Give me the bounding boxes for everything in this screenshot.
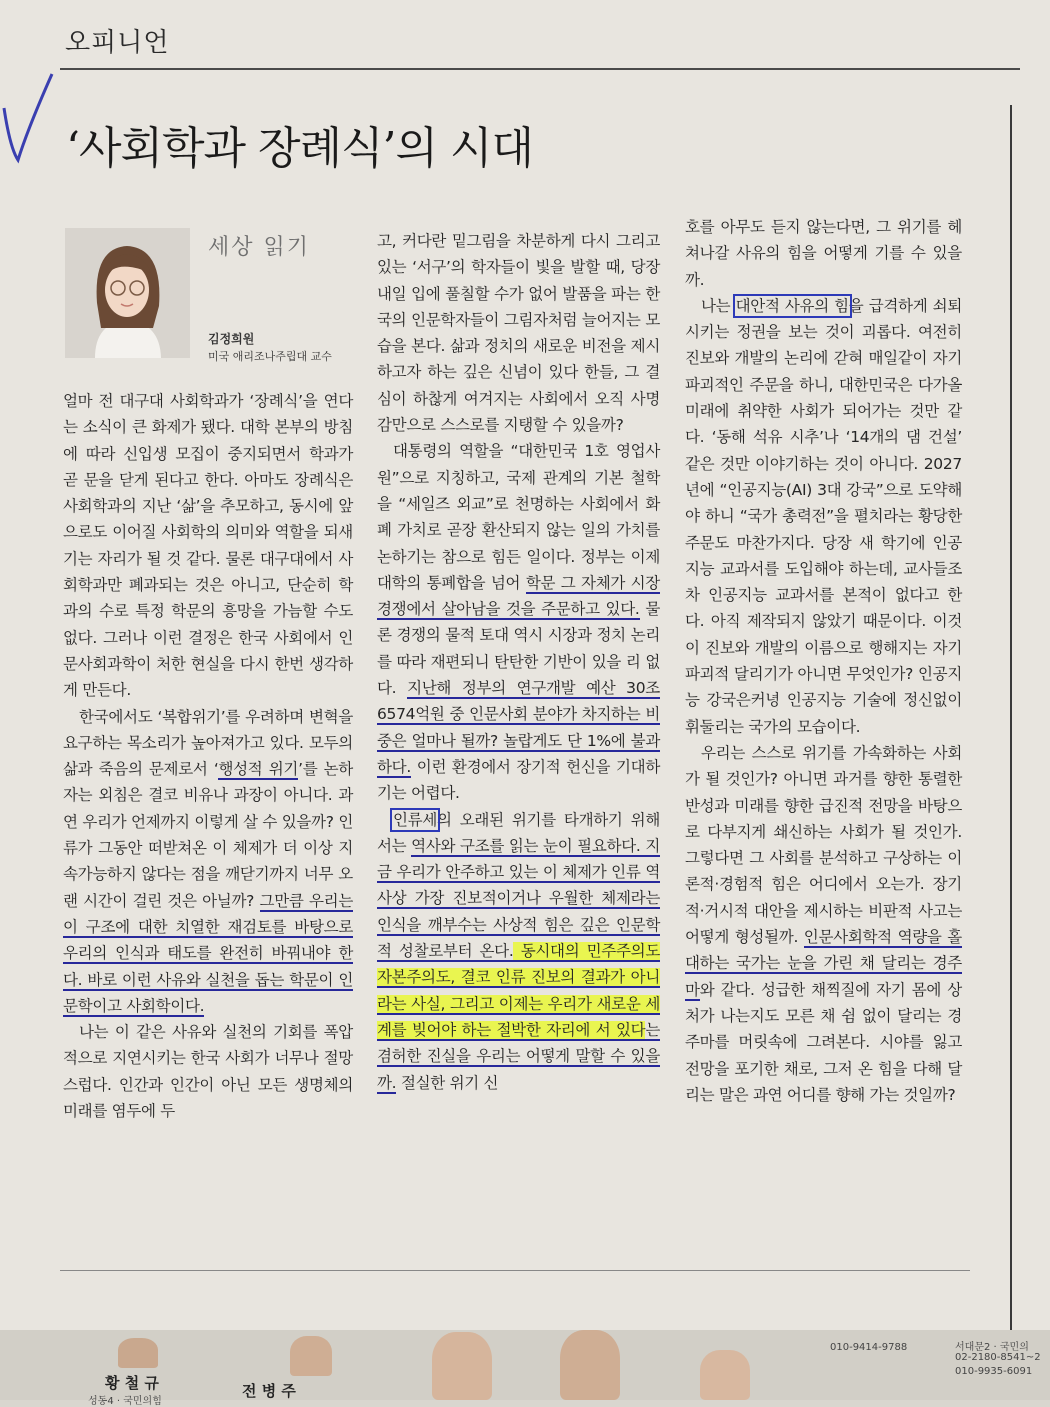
underlined-phrase: 역사와 구조를 읽는 눈이 필요하다. 지금 우리가 안주하고 있는 이 체제가 인류 역사상 가장 진보적이거나 우월한 체제라는 인식을 깨부수는 사상적 힘은 깊은 인문학적 성찰로부터 온다.: [377, 836, 660, 961]
phone-number: 010-9935-6091: [955, 1366, 1033, 1377]
text-run: 대통령의 역할을 “대한민국 1호 영업사원”으로 지칭하고, 국제 관계의 기본 철학을 “세일즈 외교”로 천명하는 사회에서 화폐 가치로 곧장 환산되지 않는 일의 가치를 논하기는 참으로 힘든 일이다. 정부는 이제 대학의 통폐합을 넘어: [377, 442, 660, 592]
underlined-phrase: 행성적 위기: [218, 760, 299, 779]
paragraph: [63, 704, 353, 1020]
text-run: 와 같다. 성급한 채찍질에 자기 몸에 상처가 나는지도 모른 채 쉼 없이 달리는 경주마를 머릿속에 그려본다. 시야를 잃고 전망을 포기한 채로, 그저 온 힘을 다해 달리는 말은 과연 어디를 향해 가는 것일까?: [685, 980, 962, 1104]
paragraph: 얼마 전 대구대 사회학과가 ‘장례식’을 연다는 소식이 큰 화제가 됐다. 대학 본부의 방침에 따라 신입생 모집이 중지되면서 학과가 곧 문을 닫게 된다고 한다. 아마도 장례식은 사회학과의 지난 ‘삶’을 추모하고, 동시에 앞으로도 이어질 사회학의 의미와 역할을 되새기는 자리가 될 것 같다. 물론 대구대에서 사회학과만 폐과되는 것은 아니고, 단순히 학과의 수로 특정 학문의 흥망을 가늠할 수도 없다. 그러나 이런 결정은 한국 사회에서 인문사회과학이 처한 현실을 다시 한번 생각하게 만든다.: [63, 392, 353, 700]
boxed-word: 인류세: [393, 810, 438, 829]
candidate-district: 서대문2 · 국민의: [955, 1342, 1029, 1353]
section-label: 오피니언: [65, 28, 170, 58]
text-run: 을 급격하게 쇠퇴시키는 정권을 보는 것이 괴롭다. 여전히 진보와 개발의 논리에 갇혀 매일같이 자기파괴적인 주문을 하니, 대한민국은 다가올 미래에 취약한 사회가 되어가는 것만 같다. ‘동해 석유 시추’나 ‘14개의 댐 건설’ 같은 것만 이야기하는 것이 아니다. 2027년에 “인공지능(AI) 3대 강국”으로 도약해야 하니 “국가 총력전”을 펼치라는 황당한 주문도 마찬가지다. 당장 새 학기에 인공지능 교과서를 도입해야 하는데, 교사들조차 인공지능 교과서를 본적이 없다고 한다. 아직 제작되지 않았기 때문이다. 이것이 진보와 개발의 이름으로 행해지는 자기파괴적 달리기가 아니면 무엇인가? 인공지능 강국은커녕 인공지능 기술에 정신없이 휘둘리는 국가의 모습이다.: [685, 296, 962, 736]
paragraph: [685, 740, 962, 1108]
portrait-photo: [560, 1330, 620, 1400]
candidate-district: 성동4 · 국민의힘: [88, 1396, 162, 1407]
text-run: 이런 환경에서 장기적 헌신을 기대하기는 어렵다.: [377, 757, 660, 803]
author-name: 김정희원: [208, 332, 255, 346]
side-rule: [1010, 105, 1012, 1330]
boxed-phrase: 대안적 사유의 힘: [735, 296, 849, 315]
portrait-photo: [700, 1350, 750, 1400]
top-rule: [60, 68, 1020, 70]
article-column-2: [377, 228, 660, 1096]
column-name: 세상 읽기: [208, 235, 311, 260]
underlined-phrase: 인문사회학적 역량을 홀대하는 국가는 눈을 가린 채 달리는 경주마: [685, 928, 962, 999]
paragraph: 나는 이 같은 사유와 실천의 기회를 폭압적으로 지연시키는 한국 사회가 너무나 절망스럽다. 인간과 인간이 아닌 모든 생명체의 미래를 염두에 두: [63, 1023, 353, 1121]
text-run: 물론 경쟁의 물적 토대 역시 시장과 정치 논리를 따라 재편되니 탄탄한 기반이 있을 리 없다.: [377, 600, 660, 698]
text-run: 의 오래된 위기를 타개하기 위해서는: [377, 810, 660, 855]
underlined-phrase: 지난해 정부의 연구개발 예산 30조6574억원 중 인문사회 분야가 차지하는 비중은 얼마나 될까? 놀랍게도 단 1%에 불과하다.: [377, 679, 660, 776]
headline: ‘사회학과 장례식’의 시대: [66, 123, 533, 174]
paragraph: [377, 438, 660, 806]
article-column-1: [63, 388, 353, 1124]
text-run: 한국에서도 ‘복합위기’를 우려하며 변혁을 요구하는 목소리가 높아져가고 있다. 모두의 삶과 죽음의 문제로서 ‘: [63, 707, 353, 779]
text-run: 우리는 스스로 위기를 가속화하는 사회가 될 것인가? 아니면 과거를 향한 통렬한 반성과 미래를 향한 급진적 전망을 바탕으로 다부지게 쇄신하는 사회가 될 것인가. 그렇다면 그 사회를 분석하고 구상하는 이론적·경험적 힘은 어디에서 오는가. 장기적·거시적 대안을 제시하는 비판적 사고는 어떻게 형성될까.: [685, 743, 962, 947]
adjacent-page-strip: [0, 1330, 1050, 1407]
author-photo: [65, 228, 190, 358]
text-run: ’를 논하자는 외침은 결코 비유나 과장이 아니다. 과연 우리가 언제까지 이렇게 살 수 있을까? 인류가 그동안 떠받쳐온 이 체제가 더 이상 지속가능하지 않다는 점을 깨닫기까지 너무 오랜 시간이 걸린 것은 아닐까?: [63, 760, 353, 910]
bottom-rule: [60, 1270, 970, 1271]
highlighted-phrase: 동시대의 민주주의도 자본주의도, 결코 인류 진보의 결과가 아니라는 사실, 그리고 이제는 우리가 새로운 세계를 빚어야 하는 절박한 자리에 서 있다: [377, 942, 660, 1039]
text-run: 절실한 위기 신: [396, 1073, 499, 1092]
paragraph: 호를 아무도 듣지 않는다면, 그 위기를 헤쳐나갈 사유의 힘을 어떻게 기를 수 있을까.: [685, 218, 962, 289]
underlined-phrase: 는 겸허한 진실을 우리는 어떻게 말할 수 있을까.: [377, 1020, 660, 1092]
paragraph: [377, 807, 660, 1096]
pen-check-mark: [0, 68, 60, 168]
phone-number: 010-9414-9788: [830, 1342, 908, 1353]
underlined-phrase: 그만큼 우리는 이 구조에 대한 치열한 재검토를 바탕으로 우리의 인식과 태도를 완전히 바꿔내야 한다. 바로 이런 사유와 실천을 돕는 학문이 인문학이고 사회학이다.: [63, 891, 353, 1015]
paragraph: 고, 커다란 밑그림을 차분하게 다시 그리고 있는 ‘서구’의 학자들이 빛을 발할 때, 당장 내일 입에 풀칠할 수가 없어 발품을 파는 한국의 인문학자들이 그림자처럼 늘어지는 모습을 본다. 삶과 정치의 새로운 비전을 제시하고자 하는 깊은 신념이 있다 한들, 그 결심이 하찮게 여겨지는 사회에서 오직 사명감만으로 스스로를 지탱할 수 있을까?: [377, 232, 660, 435]
portrait-photo: [118, 1338, 158, 1368]
candidate-name: 황 철 규: [105, 1374, 159, 1392]
author-title: 미국 애리조나주립대 교수: [208, 350, 332, 363]
underlined-phrase: 학문 그 자체가 시장 경쟁에서 살아남을 것을 주문하고 있다.: [377, 573, 660, 619]
article-column-3: [685, 214, 962, 1108]
phone-number: 02-2180-8541~2: [955, 1352, 1041, 1363]
portrait-photo: [290, 1336, 332, 1376]
portrait-photo: [432, 1332, 492, 1400]
paragraph: [685, 293, 962, 740]
text-run: 나는: [701, 296, 736, 315]
candidate-name: 전 병 주: [242, 1382, 296, 1400]
